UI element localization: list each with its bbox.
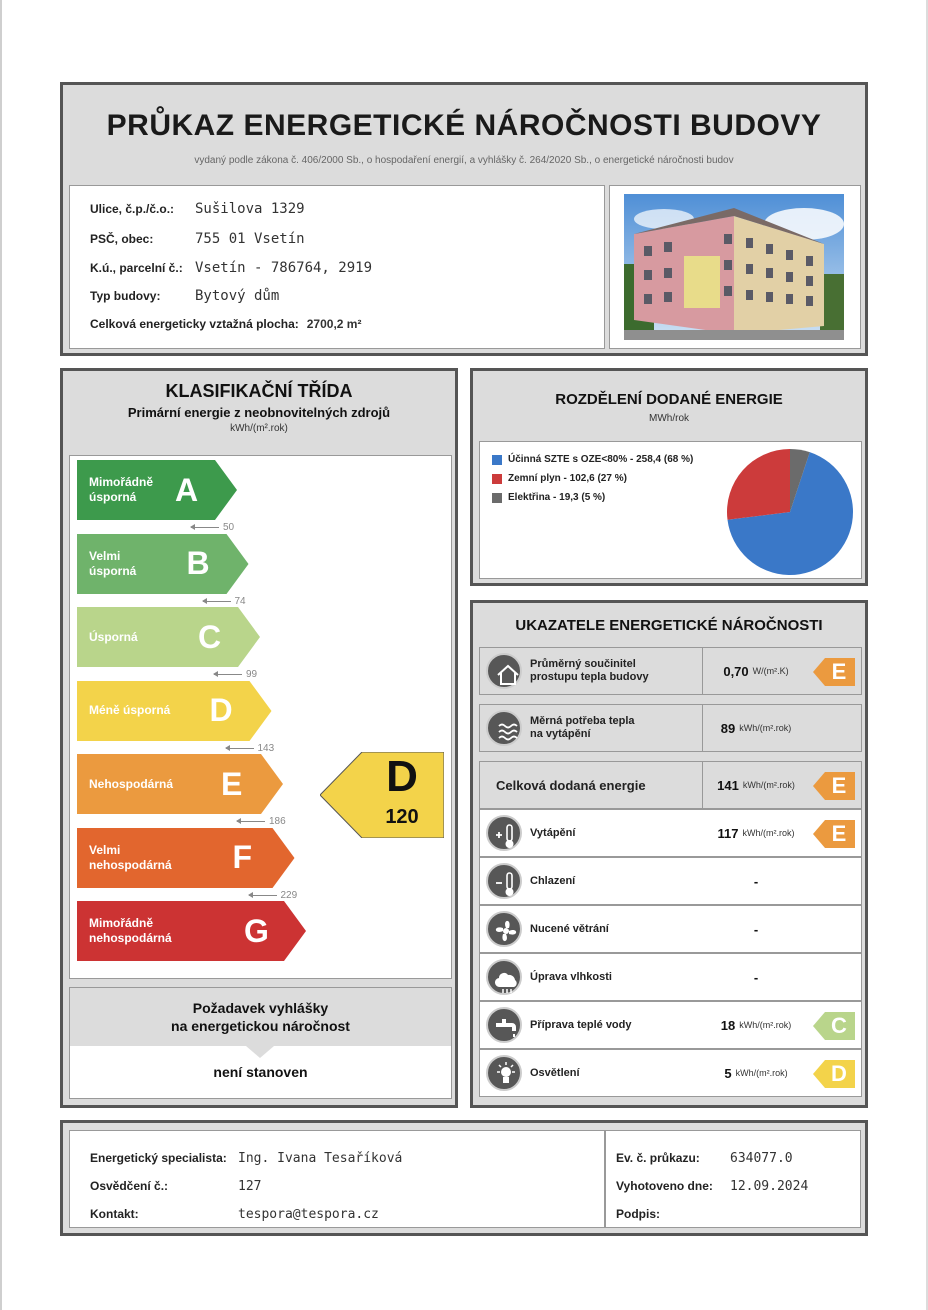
indicator-number: 117 [717,825,739,841]
energy-class-label [89,607,138,667]
indicator-label [530,906,609,952]
energy-class-letter: F [232,839,253,875]
indicator-value [702,858,810,904]
humidity-icon [486,959,522,995]
legend-label: Účinná SZTE s OZE<80% - 258,4 (68 %) [508,454,694,465]
thermometer-minus-icon [486,863,522,899]
requirement-title [70,988,451,1046]
threshold-arrow-icon [237,821,265,822]
signature-row [616,1204,660,1224]
legend-swatch [492,455,502,465]
street-row [90,199,305,219]
indicator-value [702,705,810,751]
energy-split-chart [479,441,862,579]
indicator-label [496,762,646,808]
indicator-class-letter: C [831,1013,847,1038]
classification-unit: kWh/(m².rok) [230,423,288,434]
energy-class-label-line2: úsporná [89,490,137,504]
threshold-arrow-icon [214,674,242,675]
indicator-value [702,1050,810,1096]
cadastre-row [90,258,372,278]
indicator-unit: kWh/(m².rok) [742,828,795,838]
energy-class-label-line1: Úsporná [89,629,138,644]
cert-row [90,1176,261,1196]
indicator-class-badge [813,1012,855,1040]
class-threshold [237,816,286,827]
energy-class-label [89,754,173,814]
indicator-label [530,705,635,751]
energy-class-bar-e [77,754,283,814]
indicator-row [479,905,862,953]
indicator-row [479,704,862,752]
energy-class-letter: E [221,765,243,802]
energy-class-label-line1: Nehospodárná [89,776,174,791]
class-threshold [214,669,257,680]
ev-row [616,1148,793,1168]
indicator-label-line1: Měrná potřeba tepla [530,715,635,727]
zip-value: 755 01 Vsetín [195,231,305,247]
pie-slice [727,449,790,520]
current-class-indicator [320,752,444,838]
indicator-label [530,954,612,1000]
energy-class-bar-f [77,828,295,888]
energy-class-label [89,681,170,741]
threshold-value: 186 [269,816,286,827]
energy-class-label-line2: nehospodárná [89,857,172,872]
energy-split-title: ROZDĚLENÍ DODANÉ ENERGIE [555,391,783,408]
indicator-value [702,762,810,808]
legend-item [492,469,693,488]
building-photo [624,194,844,340]
indicator-empty: - [753,921,759,937]
indicator-value [702,810,810,856]
indicator-class-badge [813,658,855,686]
energy-class-label-line1: Mimořádně [89,916,154,930]
specialist-value: Ing. Ivana Tesaříková [238,1150,403,1166]
indicators-panel [470,600,868,1108]
legend-swatch [492,493,502,503]
legend-label: Zemní plyn - 102,6 (27 %) [508,473,627,484]
specialist-info [69,1130,605,1228]
zip-label: PSČ, obec: [90,232,154,246]
indicator-label-line1: Průměrný součinitel [530,658,636,670]
current-class-letter: D [386,752,418,801]
indicator-label-line2: prostupu tepla budovy [530,671,649,683]
energy-class-letter: A [175,471,199,508]
energy-class-label [89,828,172,888]
energy-split-unit: MWh/rok [649,413,689,424]
energy-class-label [89,534,136,594]
indicator-label [530,1002,632,1048]
indicator-label [530,648,649,694]
energy-class-letter: B [186,545,210,581]
energy-class-label-line1: Velmi [89,548,121,563]
indicator-empty: - [753,873,759,889]
document-subtitle: vydaný podle zákona č. 406/2000 Sb., o hospodaření energií, a vyhlášky č. 264/2020 Sb., o energetické náročnosti budov [194,155,734,166]
indicator-label-line1: Nucené větrání [530,922,609,935]
date-label: Vyhotoveno dne: [616,1179,713,1193]
energy-class-label [89,901,172,961]
indicator-value [702,954,810,1000]
energy-class-label-line2: nehospodárná [89,931,172,945]
fan-icon [486,911,522,947]
type-value: Bytový dům [195,288,280,304]
indicator-value [702,1002,810,1048]
indicators-title: UKAZATELE ENERGETICKÉ NÁROČNOSTI [515,617,823,634]
threshold-value: 74 [234,595,246,607]
energy-class-bar-c [77,607,260,667]
indicator-class-badge [813,820,855,848]
indicator-class-letter: E [831,659,847,684]
legend-item [492,488,693,507]
energy-pie-chart [726,448,856,576]
indicator-number: 89 [720,720,736,736]
cadastre-value: Vsetín - 786764, 2919 [195,260,373,276]
type-row [90,286,279,306]
threshold-value: 99 [246,669,258,680]
zip-row [90,229,305,249]
energy-class-bar-b [77,534,249,594]
class-threshold [203,596,246,607]
signature-label: Podpis: [616,1207,660,1221]
indicator-label [530,858,575,904]
specialist-label: Energetický specialista: [90,1151,227,1165]
indicator-label-line2: na vytápění [530,728,591,740]
certificate-info [605,1130,861,1228]
date-row [616,1176,808,1196]
indicator-class-badge [813,1060,855,1088]
legend-item [492,450,693,469]
threshold-arrow-icon [203,601,231,602]
requirement-title-line1: Požadavek vyhlášky [192,1000,329,1016]
building-info [69,185,605,349]
classification-subtitle: Primární energie z neobnovitelných zdrojů [127,405,391,420]
indicator-unit: kWh/(m².rok) [735,1068,788,1078]
indicator-row [479,809,862,857]
class-threshold [191,522,234,533]
indicator-row [479,647,862,695]
indicator-class-badge [813,772,855,800]
energy-class-label [89,460,153,520]
threshold-arrow-icon [191,527,219,528]
energy-class-letter: D [209,692,233,728]
indicator-value [702,648,810,694]
energy-split-legend [492,450,693,507]
threshold-value: 143 [257,742,275,754]
indicator-unit: kWh/(m².rok) [742,780,795,790]
energy-class-bar-g [77,901,306,961]
thermometer-plus-icon [486,815,522,851]
indicator-row [479,857,862,905]
light-bulb-icon [486,1055,522,1091]
house-icon [486,653,522,689]
ev-label: Ev. č. průkazu: [616,1151,700,1165]
contact-value: tespora@tespora.cz [238,1206,379,1222]
indicator-label-line1: Vytápění [530,826,576,839]
cadastre-label: K.ú., parcelní č.: [90,261,183,275]
indicator-number: 0,70 [723,663,749,679]
threshold-arrow-icon [249,895,277,896]
area-label: Celková energeticky vztažná plocha: [90,317,299,331]
street-label: Ulice, č.p./č.o.: [90,202,175,216]
contact-row [90,1204,379,1224]
indicator-value [702,906,810,952]
requirement-value: není stanoven [213,1064,308,1080]
indicator-row [479,953,862,1001]
classification-panel [60,368,458,1108]
indicator-label-line1: Příprava teplé vody [530,1018,632,1031]
indicator-label-line1: Úprava vlhkosti [530,970,612,983]
requirement-box [69,987,452,1099]
class-threshold [249,890,298,901]
energy-split-panel [470,368,868,586]
legend-swatch [492,474,502,484]
indicator-unit: W/(m².K) [752,666,789,676]
street-value: Sušilova 1329 [195,201,305,217]
ev-value: 634077.0 [730,1150,793,1166]
energy-class-bar-a [77,460,237,520]
faucet-icon [486,1007,522,1043]
indicator-empty: - [753,969,759,985]
indicator-number: 18 [720,1017,736,1033]
heat-waves-icon [486,710,522,746]
indicator-number: 141 [717,777,739,793]
current-class-value: 120 [385,805,419,828]
contact-label: Kontakt: [90,1207,139,1221]
legend-label: Elektřina - 19,3 (5 %) [508,492,606,503]
document-title: PRŮKAZ ENERGETICKÉ NÁROČNOSTI BUDOVY [106,109,822,142]
date-value: 12.09.2024 [730,1178,809,1194]
class-threshold [226,743,275,754]
indicator-label [530,1050,580,1096]
energy-class-label-line1: Velmi [89,842,121,857]
threshold-value: 229 [280,889,298,901]
energy-class-bar-d [77,681,272,741]
indicator-unit: kWh/(m².rok) [739,1020,792,1030]
cert-value: 127 [238,1178,262,1194]
area-row [90,314,361,334]
header-panel [60,82,868,356]
type-label: Typ budovy: [90,289,161,303]
requirement-title-line2: na energetickou náročnost [171,1018,350,1034]
indicator-number: 5 [724,1065,732,1081]
building-photo-frame [609,185,861,349]
threshold-value: 50 [223,522,235,533]
area-value: 2700,2 m² [306,317,362,331]
specialist-row [90,1148,402,1168]
indicator-row [479,1049,862,1097]
indicator-row [479,1001,862,1049]
cert-label: Osvědčení č.: [90,1179,169,1193]
energy-class-letter: C [198,618,222,655]
classification-title: KLASIFIKAČNÍ TŘÍDA [165,381,353,401]
indicator-label-line1: Chlazení [530,874,576,887]
indicator-class-letter: D [831,1061,847,1086]
indicator-label-line1: Osvětlení [530,1066,580,1079]
energy-class-label-line1: Mimořádně [89,475,154,489]
indicator-label [530,810,575,856]
indicator-unit: kWh/(m².rok) [739,723,792,733]
energy-class-letter: G [244,912,269,949]
energy-class-scale [69,455,452,979]
energy-class-label-line1: Méně úsporná [89,703,171,717]
energy-class-label-line2: úsporná [89,563,137,578]
indicator-row [479,761,862,809]
indicator-class-letter: E [831,821,847,846]
footer-panel [60,1120,868,1236]
threshold-arrow-icon [226,748,254,749]
indicator-class-letter: E [831,773,847,798]
indicator-label-line1: Celková dodaná energie [496,777,646,793]
requirement-notch [246,1046,274,1058]
